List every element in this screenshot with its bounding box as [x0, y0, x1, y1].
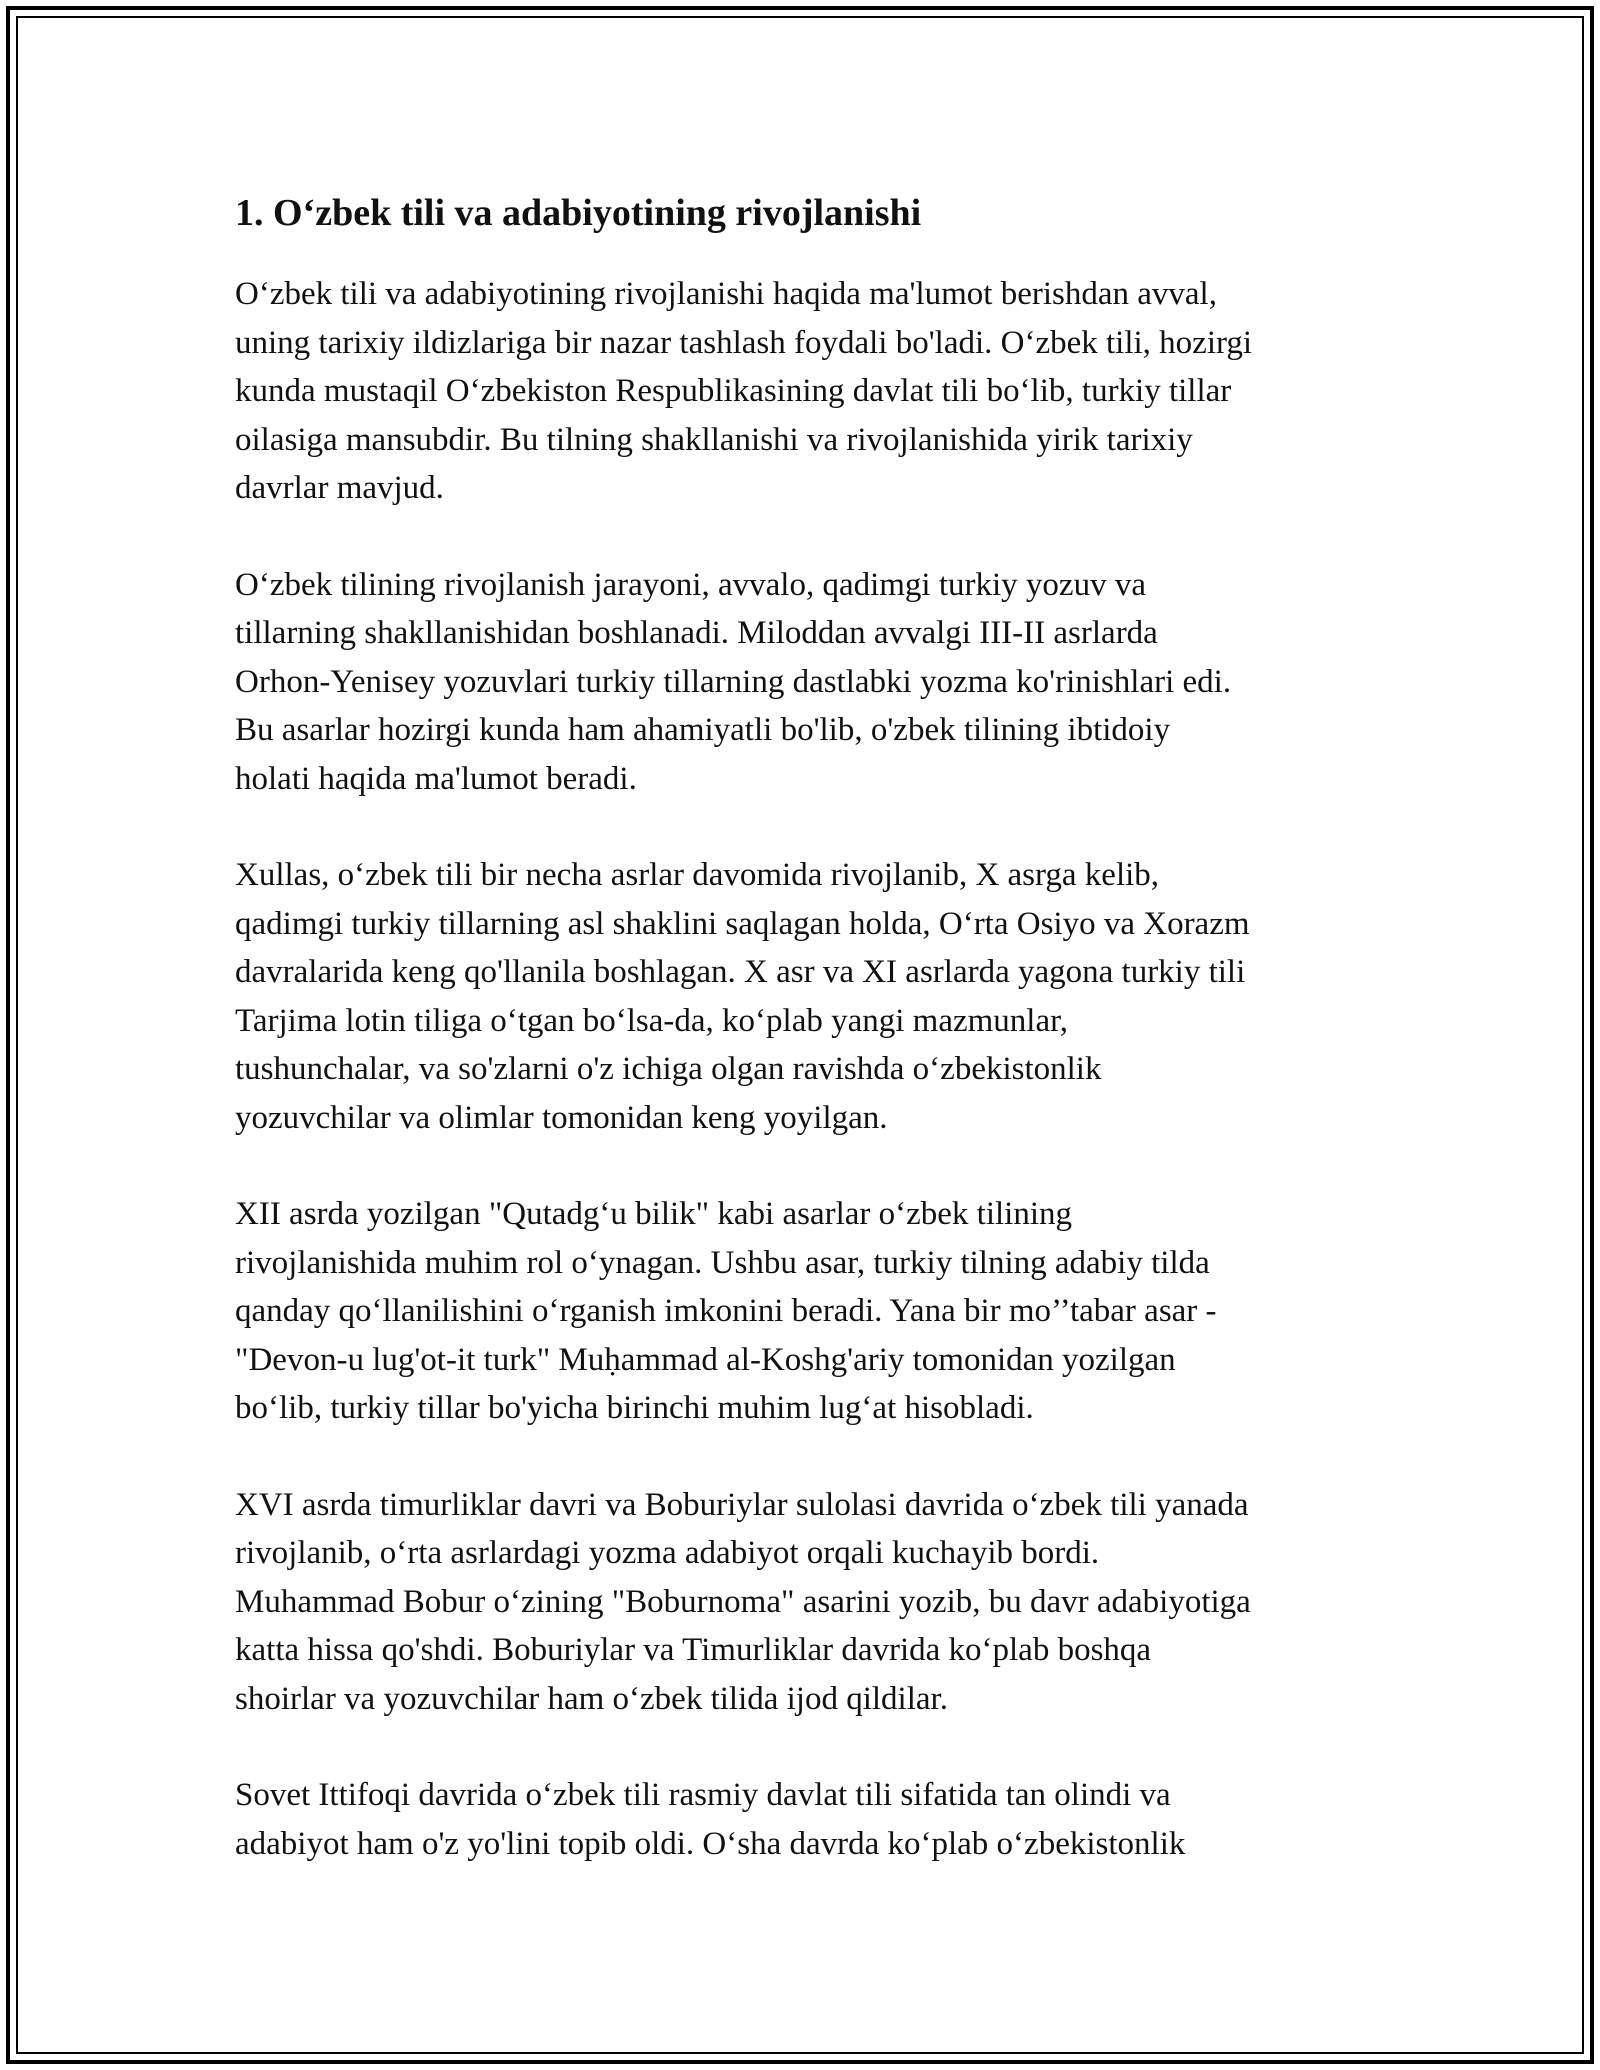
- paragraph-1: [235, 270, 1385, 513]
- document-body: [235, 188, 1385, 1916]
- text-line: qanday qo‘llanilishini o‘rganish imkonini beradi. Yana bir mo’’tabar asar -: [235, 1293, 1217, 1329]
- paragraph-5: [235, 1481, 1385, 1724]
- text-line: davrlar mavjud.: [235, 470, 444, 506]
- text-line: kunda mustaqil O‘zbekiston Respublikasining davlat tili bo‘lib, turkiy tillar: [235, 373, 1232, 409]
- text-line: oilasiga mansubdir. Bu tilning shakllanishi va rivojlanishida yirik tarixiy: [235, 421, 1193, 458]
- text-line: XII asrda yozilgan "Qutadg‘u bilik" kabi asarlar o‘zbek tilining: [235, 1196, 1073, 1232]
- text-line: yozuvchilar va olimlar tomonidan keng yoyilgan.: [235, 1099, 888, 1136]
- text-line: XVI asrda timurliklar davri va Boburiylar sulolasi davrida o‘zbek tili yanada: [235, 1486, 1249, 1523]
- paragraph-6: [235, 1771, 1385, 1868]
- text-line: Orhon-Yenisey yozuvlari turkiy tillarning dastlabki yozma ko'rinishlari edi.: [235, 663, 1232, 700]
- text-line: uning tarixiy ildizlariga bir nazar tashlash foydali bo'ladi. O‘zbek tili, hozirgi: [235, 324, 1253, 361]
- text-line: rivojlanib, o‘rta asrlardagi yozma adabiyot orqali kuchayib bordi.: [235, 1535, 1100, 1571]
- text-line: Sovet Ittifoqi davrida o‘zbek tili rasmiy davlat tili sifatida tan olindi va: [235, 1777, 1171, 1813]
- text-line: bo‘lib, turkiy tillar bo'yicha birinchi muhim lug‘at hisobladi.: [235, 1390, 1034, 1426]
- text-line: Tarjima lotin tiliga o‘tgan bo‘lsa-da, ko‘plab yangi mazmunlar,: [235, 1002, 1069, 1039]
- text-line: Bu asarlar hozirgi kunda ham ahamiyatli bo'lib, o'zbek tilining ibtidoiy: [235, 712, 1171, 748]
- text-line: tushunchalar, va so'zlarni o'z ichiga olgan ravishda o‘zbekistonlik: [235, 1051, 1102, 1087]
- text-line: adabiyot ham o'z yo'lini topib oldi. O‘sha davrda ko‘plab o‘zbekistonlik: [235, 1825, 1186, 1862]
- text-line: Xullas, o‘zbek tili bir necha asrlar davomida rivojlanib, X asrga kelib,: [235, 857, 1160, 893]
- text-line: davralarida keng qo'llanila boshlagan. X asr va XI asrlarda yagona turkiy tili: [235, 954, 1246, 990]
- text-line: O‘zbek tilining rivojlanish jarayoni, avvalo, qadimgi turkiy yozuv va: [235, 566, 1146, 603]
- paragraph-2: [235, 561, 1385, 804]
- text-line: tillarning shakllanishidan boshlanadi. Miloddan avvalgi III-II asrlarda: [235, 615, 1158, 651]
- paragraph-4: [235, 1190, 1385, 1433]
- text-line: rivojlanishida muhim rol o‘ynagan. Ushbu asar, turkiy tilning adabiy tilda: [235, 1244, 1210, 1281]
- text-line: holati haqida ma'lumot beradi.: [235, 760, 637, 797]
- text-line: qadimgi turkiy tillarning asl shaklini saqlagan holda, O‘rta Osiyo va Xorazm: [235, 905, 1250, 942]
- text-line: katta hissa qo'shdi. Boburiylar va Timurliklar davrida ko‘plab boshqa: [235, 1632, 1152, 1668]
- text-line: Muhammad Bobur o‘zining "Boburnoma" asarini yozib, bu davr adabiyotiga: [235, 1583, 1251, 1620]
- text-line: O‘zbek tili va adabiyotining rivojlanishi haqida ma'lumot berishdan avval,: [235, 276, 1217, 312]
- paragraph-3: [235, 851, 1385, 1142]
- text-line: shoirlar va yozuvchilar ham o‘zbek tilida ijod qildilar.: [235, 1680, 948, 1717]
- section-heading: 1. O‘zbek tili va adabiyotining rivojlanishi: [235, 192, 922, 234]
- text-line: "Devon-u lug'ot-it turk" Muḥammad al-Koshg'ariy tomonidan yozilgan: [235, 1341, 1176, 1378]
